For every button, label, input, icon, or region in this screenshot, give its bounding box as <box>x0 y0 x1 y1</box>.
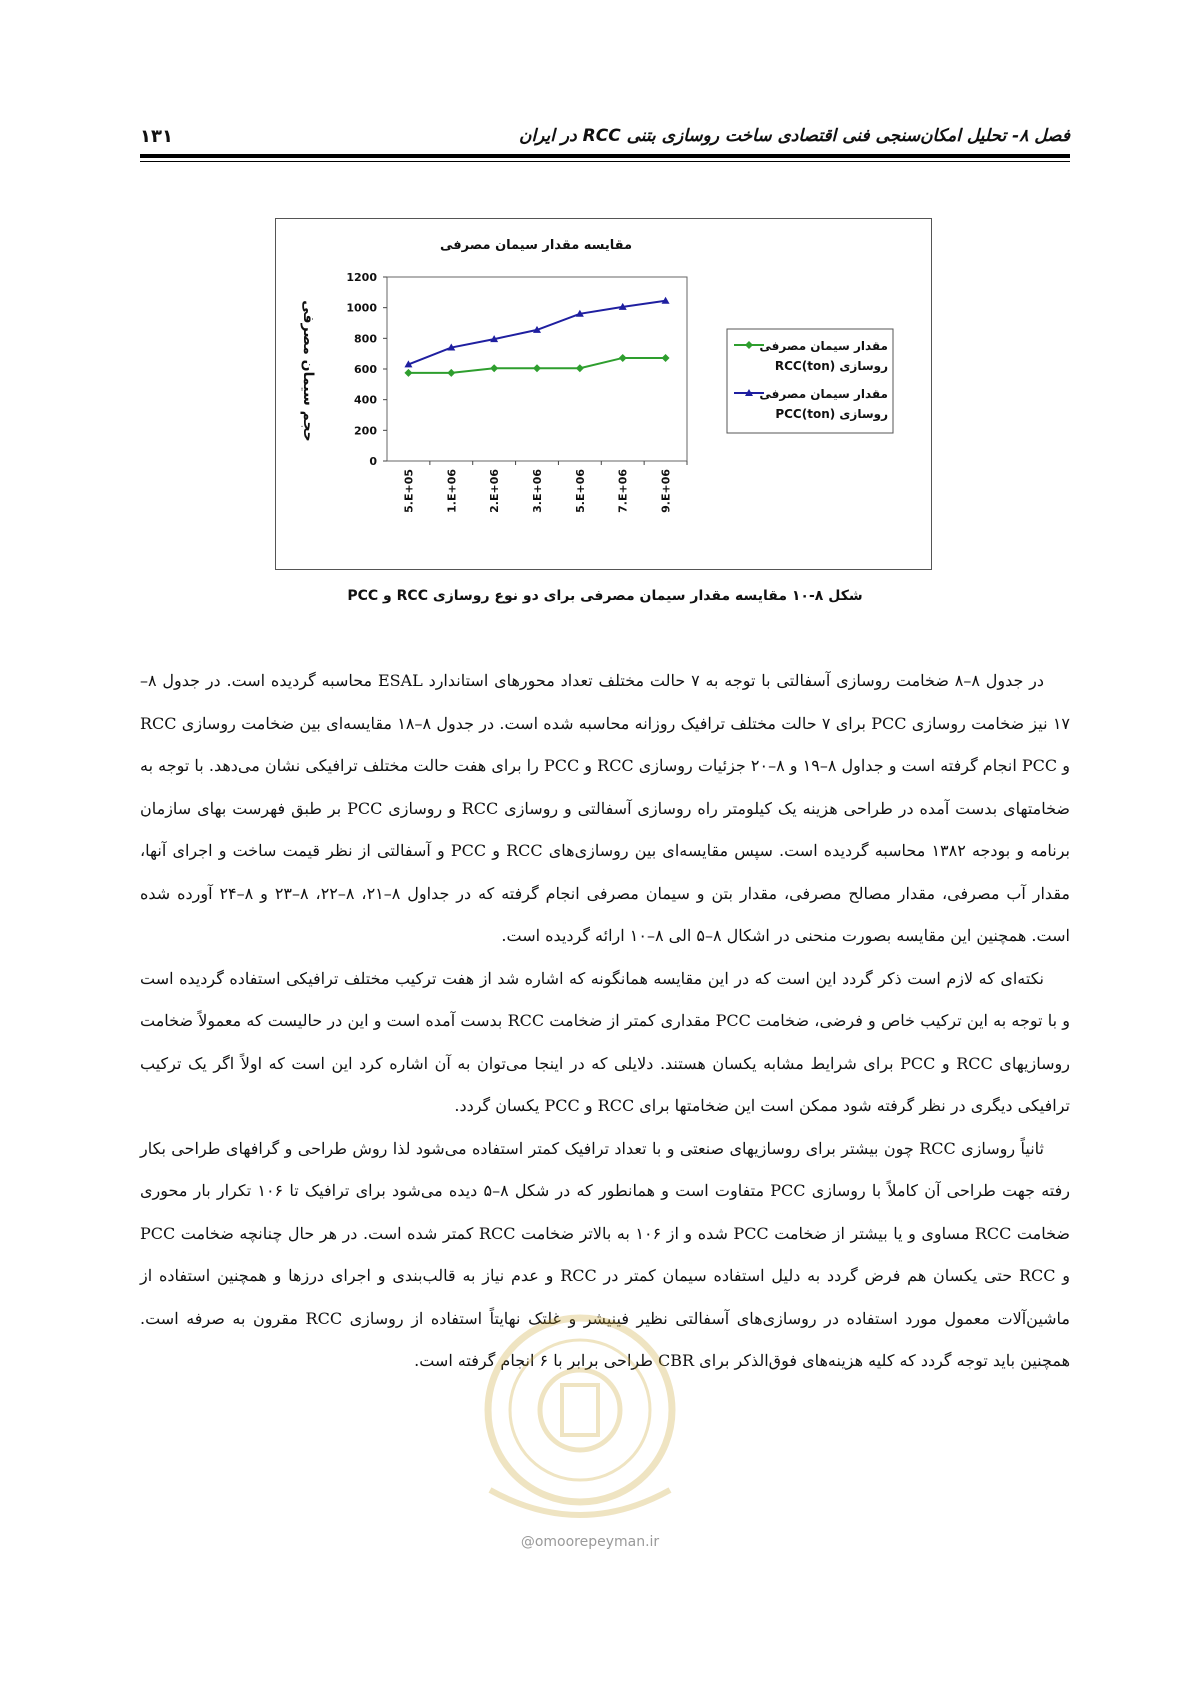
x-tick-label: 5.E+05 <box>402 469 416 513</box>
legend-label: روسازی RCC(ton) <box>774 359 888 373</box>
y-axis-label: حجم سیمان مصرفی <box>300 300 316 442</box>
y-tick-label: 200 <box>354 424 377 438</box>
y-tick-label: 0 <box>369 455 377 468</box>
chapter-title: فصل ۸- تحلیل امکان‌سنجی فنی اقتصادی ساخت روسازی بتنی RCC در ایران <box>518 126 1070 146</box>
x-tick-label: 7.E+06 <box>616 469 630 513</box>
y-tick-label: 1200 <box>346 271 377 284</box>
header-rule-thick <box>140 154 1070 158</box>
y-tick-label: 1000 <box>346 301 377 315</box>
figure-caption: شکل ۸-۱۰ مقایسه مقدار سیمان مصرفی برای دو نوع روسازی RCC و PCC <box>347 588 863 604</box>
paragraph: نکته‌ای که لازم است ذکر گردد این است که در این مقایسه همانگونه که اشاره شد از هفت ترکیب مختلف ترافیکی استفاده گردیده است و با توجه به این ترکیب خاص و فرضی، ضخامت PCC مقداری کمتر از ضخامت RCC بدست آمده است و این در حالیست که معمولاً ضخامت روسازیهای RCC و PCC برای شرایط مشابه یکسان هستند. دلایلی که در اینجا می‌توان به آن اشاره کرد این است که اولاً اگر یک ترکیب ترافیکی دیگری در نظر گرفته شود ممکن است این ضخامتها برای RCC و PCC یکسان گردد. <box>140 968 1071 1115</box>
legend-label: مقدار سیمان مصرفی <box>759 387 888 401</box>
legend-label: روسازی PCC(ton) <box>775 407 888 421</box>
header-rule-thin <box>140 161 1070 162</box>
y-tick-label: 400 <box>354 393 377 407</box>
y-tick-label: 800 <box>354 332 377 346</box>
x-tick-label: 1.E+06 <box>445 469 459 513</box>
chart-title: مقایسه مقدار سیمان مصرفی <box>439 238 633 253</box>
paragraph: در جدول ۸–۸ ضخامت روسازی آسفالتی با توجه به ۷ حالت مختلف تعداد محورهای استاندارد ESAL محاسبه گردیده است. در جدول ۸–۱۷ نیز ضخامت روسازی PCC برای ۷ حالت مختلف ترافیک روزانه محاسبه شده است. در جدول ۸–۱۸ مقایسه‌ای بین ضخامت روسازی RCC و PCC انجام گرفته است و جداول ۸–۱۹ و ۸–۲۰ جزئیات روسازی RCC و PCC را برای هفت حالت مختلف ترافیکی نشان می‌دهد. با توجه به ضخامتهای بدست آمده در طراحی هزینه یک کیلومتر راه روسازی آسفالتی و روسازی RCC و روسازی PCC بر طبق فهرست بهای سازمان برنامه و بودجه ۱۳۸۲ محاسبه گردیده است. سپس مقایسه‌ای بین روسازی‌های RCC و PCC و آسفالتی از نظر قیمت ساخت و اجرای آنها، مقدار آب مصرفی، مقدار مصالح مصرفی، مقدار بتن و سیمان مصرفی انجام گرفته که در جداول ۸–۲۱، ۸–۲۲، ۸–۲۳ و ۸–۲۴ آورده شده است. همچنین این مقایسه بصورت منحنی در اشکال ۸–۵ الی ۸–۱۰ ارائه گردیده است. <box>140 671 1071 945</box>
body-text <box>140 660 1070 1383</box>
figure-chart <box>275 218 932 570</box>
x-tick-label: 2.E+06 <box>488 469 502 513</box>
x-tick-label: 5.E+06 <box>573 469 587 513</box>
y-tick-label: 600 <box>354 363 377 376</box>
legend-label: مقدار سیمان مصرفی <box>759 339 888 353</box>
x-tick-label: 3.E+06 <box>531 469 544 513</box>
paragraph: ثانیاً روسازی RCC چون بیشتر برای روسازیهای صنعتی و با تعداد ترافیک کمتر استفاده می‌شود لذا روش طراحی و گرافهای طراحی بکار رفته جهت طراحی آن کاملاً با روسازی PCC متفاوت است و همانطور که در شکل ۸–۵ دیده می‌شود برای ترافیک تا ۱۰۶ تکرار بار محوری ضخامت RCC مساوی و یا بیشتر از ضخامت PCC شده و از ۱۰۶ به بالاتر ضخامت RCC کمتر شده است. در هر حال چنانچه ضخامت PCC و RCC حتی یکسان هم فرض گردد به دلیل استفاده سیمان کمتر در RCC و عدم نیاز به قالب‌بندی و اجرای درزها و همچنین استفاده از ماشین‌آلات معمول مورد استفاده در روسازی‌های آسفالتی نظیر فینیشر و غلتک نهایتاً استفاده از روسازی RCC مقرون به صرفه است. همچنین باید توجه گردد که کلیه هزینه‌های فوق‌الذکر برای CBR طراحی برابر با ۶ انجام گرفته است. <box>140 1138 1071 1370</box>
watermark-text: @omoorepeyman.ir <box>520 1534 660 1550</box>
x-tick-label: 9.E+06 <box>659 469 673 513</box>
page-number: ۱۳۱ <box>140 126 173 147</box>
cement-comparison-chart <box>276 219 931 569</box>
